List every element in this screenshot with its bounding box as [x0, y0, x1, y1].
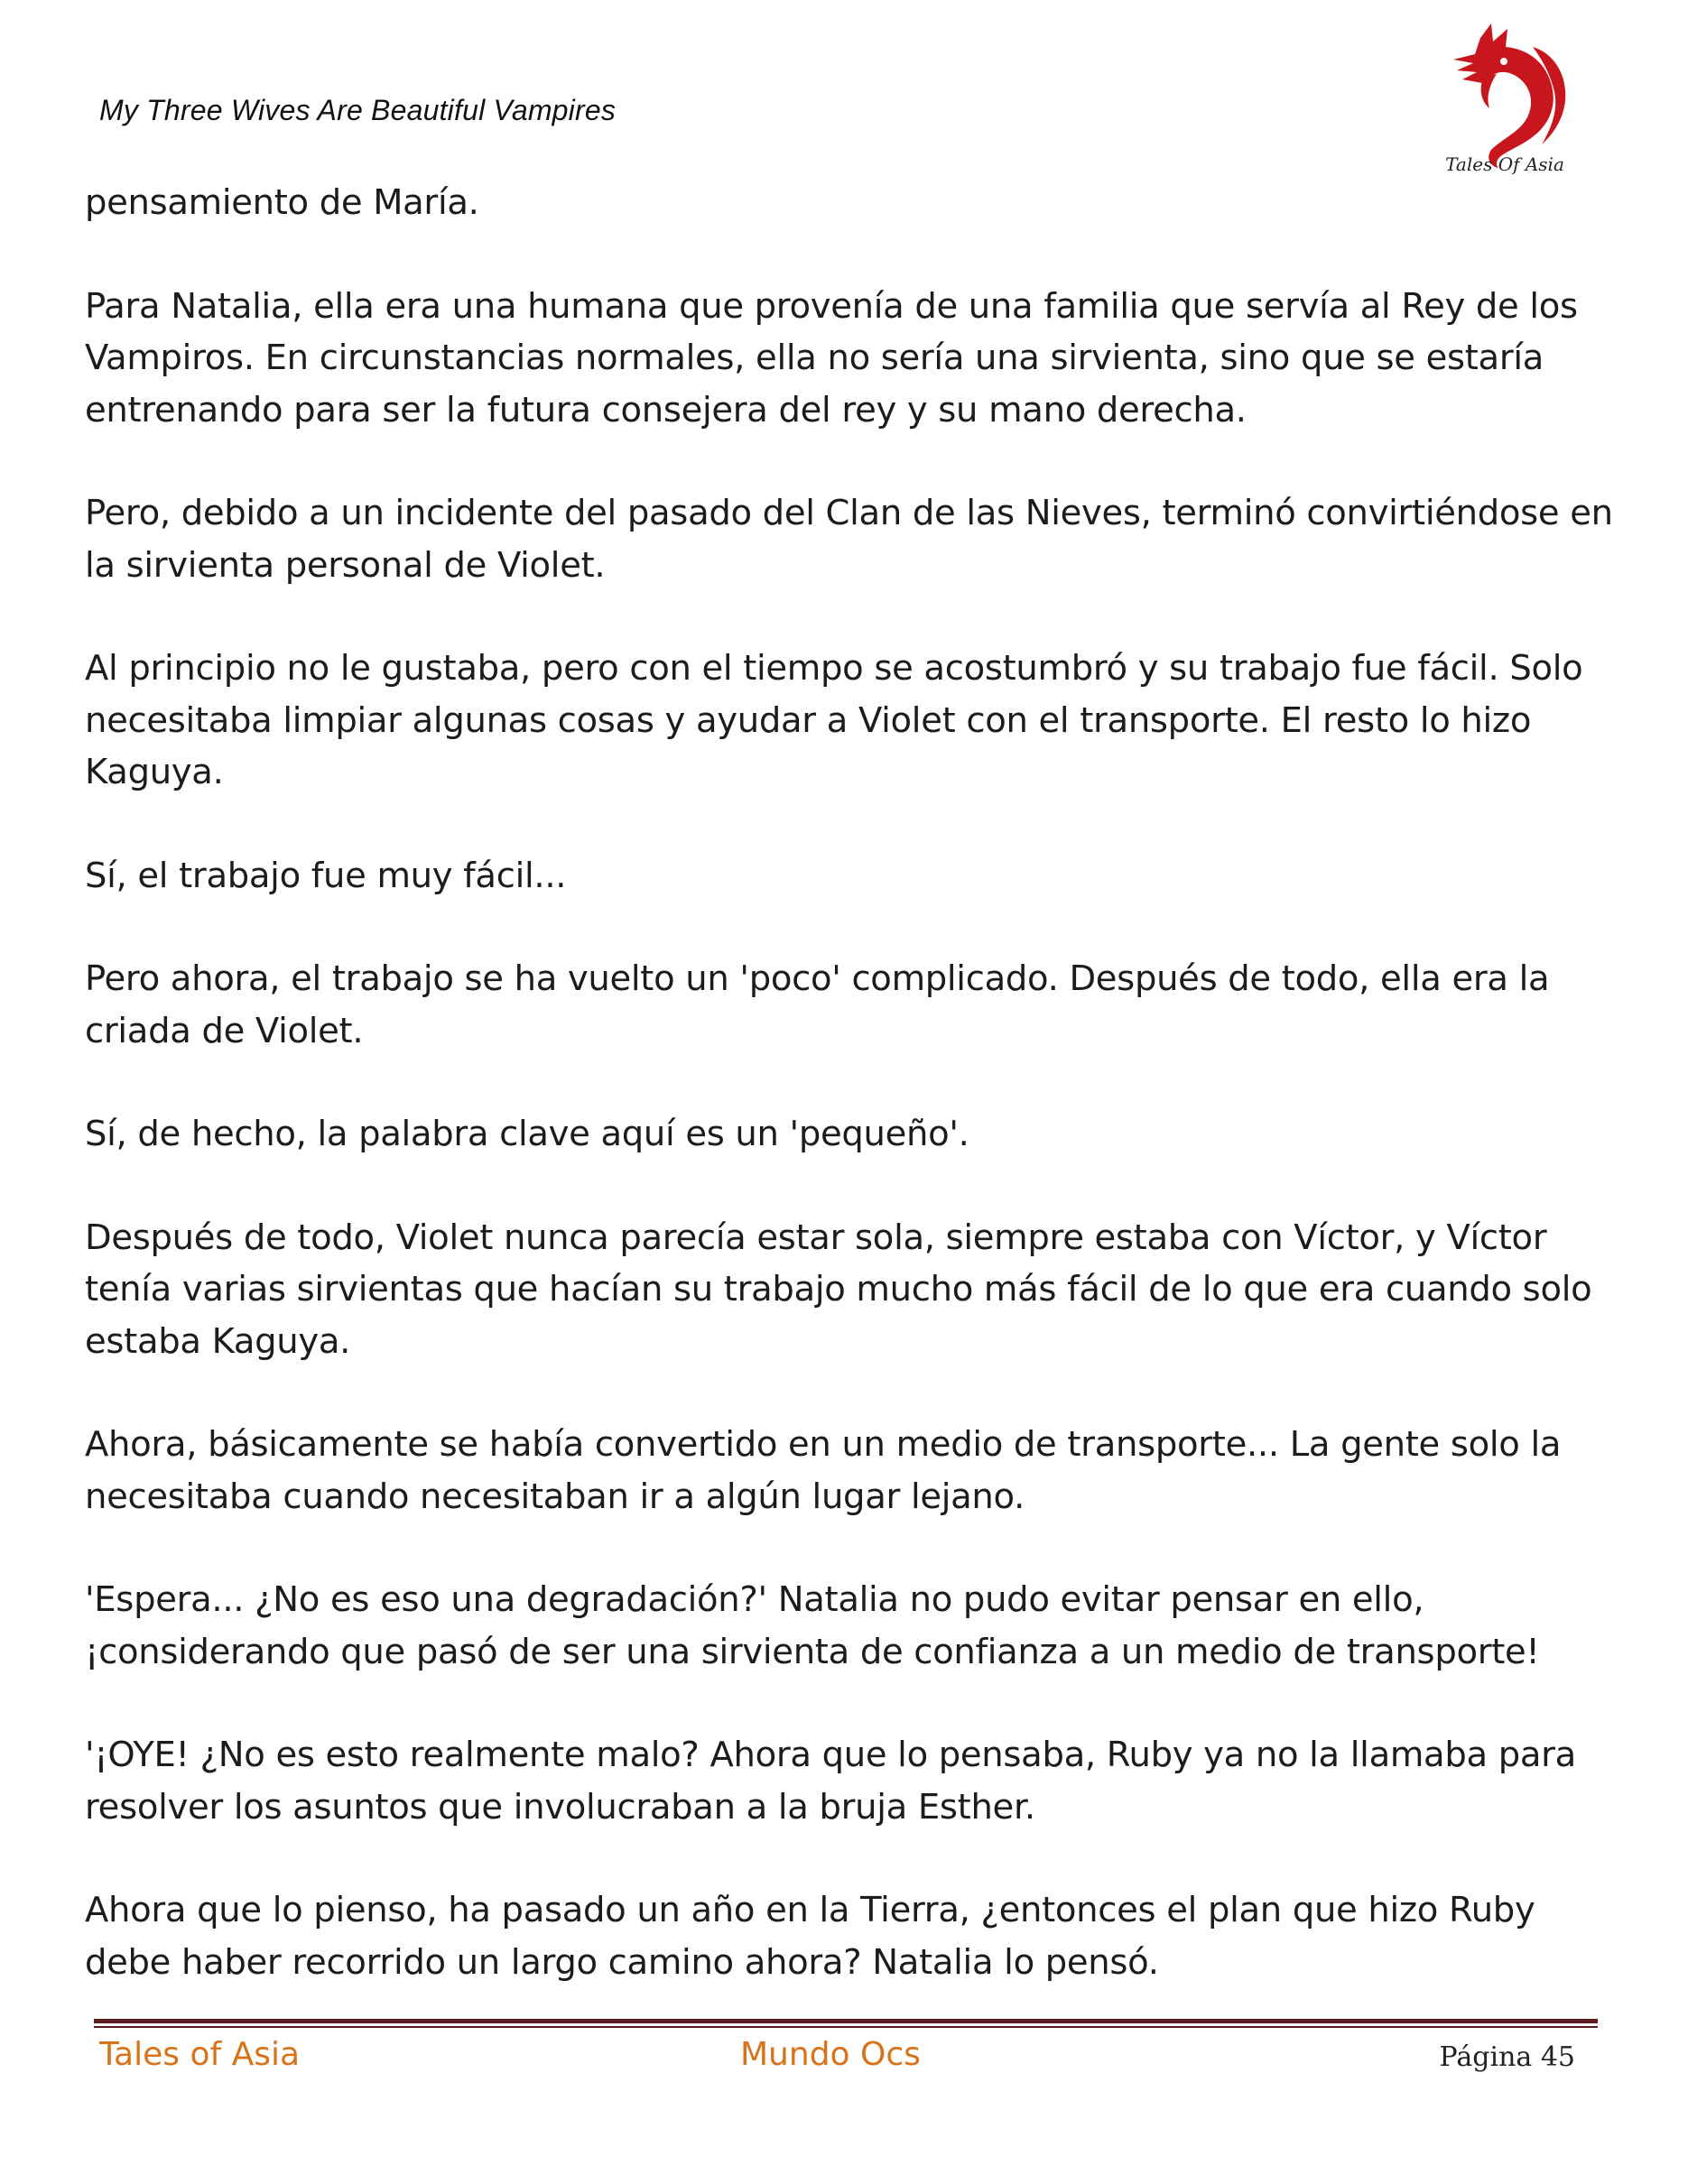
footer-divider-thick	[94, 2019, 1598, 2023]
paragraph: '¡OYE! ¿No es esto realmente malo? Ahora que lo pensaba, Ruby ya no la llamaba para resolver los asuntos que involucraban a la bruja Esther.	[85, 1735, 1576, 1828]
logo-text: Tales Of Asia	[1445, 153, 1564, 175]
footer-divider	[94, 2019, 1598, 2028]
paragraph: Pero, debido a un incidente del pasado del Clan de las Nieves, terminó convirtiéndose en la sirvienta personal de Violet.	[85, 493, 1613, 586]
paragraph: Al principio no le gustaba, pero con el tiempo se acostumbró y su trabajo fue fácil. Solo necesitaba limpiar algunas cosas y ayudar a Violet con el transporte. El resto lo hizo Kaguya.	[85, 648, 1583, 792]
footer-section: Mundo Ocs	[740, 2036, 921, 2073]
paragraph: Sí, de hecho, la palabra clave aquí es un 'pequeño'.	[85, 1114, 969, 1154]
page-number: Página 45	[1439, 2041, 1575, 2073]
book-title: My Three Wives Are Beautiful Vampires	[99, 94, 617, 126]
paragraph: Sí, el trabajo fue muy fácil...	[85, 855, 567, 896]
footer-publisher: Tales of Asia	[99, 2036, 301, 2073]
paragraph: Después de todo, Violet nunca parecía estar sola, siempre estaba con Víctor, y Víctor tenía varias sirvientas que hacían su trabajo mucho más fácil de lo que era cuando solo estaba Kaguya.	[85, 1217, 1592, 1362]
paragraph: pensamiento de María.	[85, 182, 479, 223]
paragraph: Pero ahora, el trabajo se ha vuelto un 'poco' complicado. Después de todo, ella era la criada de Violet.	[85, 958, 1550, 1051]
paragraph: Ahora que lo pienso, ha pasado un año en la Tierra, ¿entonces el plan que hizo Ruby debe haber recorrido un largo camino ahora? Natalia lo pensó.	[85, 1890, 1535, 1983]
paragraph: Para Natalia, ella era una humana que provenía de una familia que servía al Rey de los Vampiros. En circunstancias normales, ella no sería una sirvienta, sino que se estaría entrenando para ser la futura consejera del rey y su mano derecha.	[85, 285, 1578, 430]
footer-divider-thin	[94, 2026, 1598, 2028]
paragraph: Ahora, básicamente se había convertido en un medio de transporte... La gente solo la necesitaba cuando necesitaban ir a algún lugar lejano.	[85, 1424, 1562, 1517]
body-text	[85, 177, 1619, 2040]
paragraph: 'Espera... ¿No es eso una degradación?' Natalia no pudo evitar pensar en ello, ¡considerando que pasó de ser una sirvienta de confianza a un medio de transporte!	[85, 1579, 1540, 1672]
